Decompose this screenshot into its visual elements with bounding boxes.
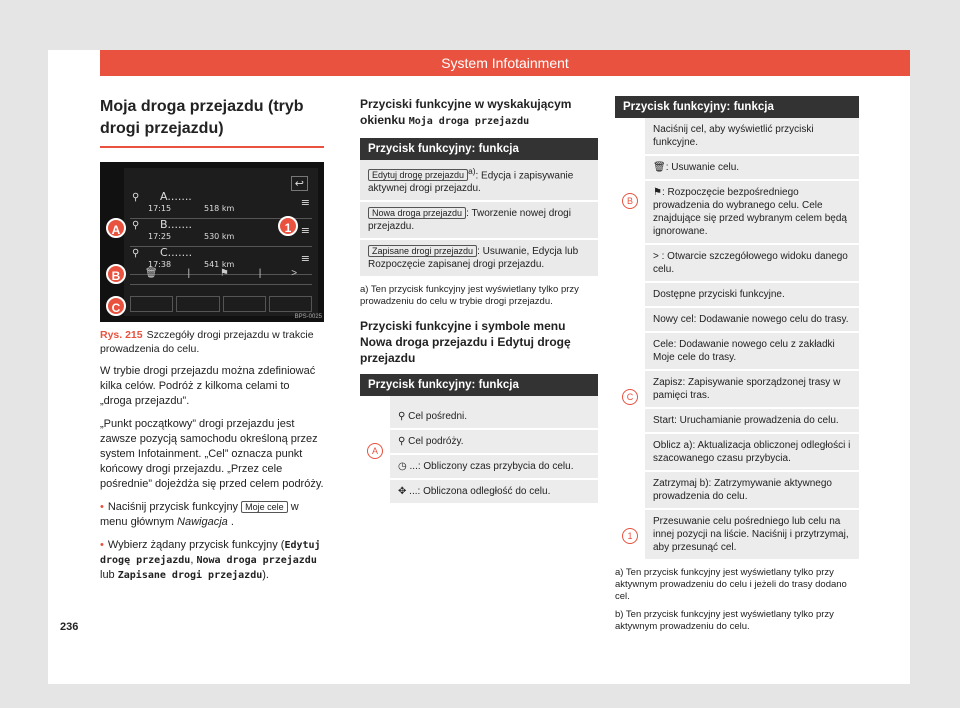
function-table xyxy=(615,118,859,561)
waypoint-marker-icon: ⚲ xyxy=(132,220,140,231)
table-header: Przycisk funkcyjny: funkcja xyxy=(615,96,859,118)
drag-handle-icon: ≡ xyxy=(300,224,310,237)
destination-marker-icon: ⚲ xyxy=(132,248,140,259)
screen-buttons xyxy=(130,296,312,312)
screen-toolbar xyxy=(130,262,312,285)
destination-icon: ⚲ xyxy=(398,436,406,448)
route-stop-name: A....... xyxy=(160,190,192,203)
subsection-heading xyxy=(360,96,598,130)
row-text: ...: Obliczona odległość do celu. xyxy=(409,486,551,498)
row-text: ...: Obliczony czas przybycia do celu. xyxy=(409,461,574,473)
figure-number: Rys. 215 xyxy=(100,329,143,341)
clock-icon: ◷ xyxy=(398,461,407,473)
table-cells xyxy=(645,510,859,561)
step-text: ). xyxy=(262,569,269,581)
back-icon: ↩ xyxy=(291,176,308,191)
table-row xyxy=(390,480,598,505)
page-header: System Infotainment xyxy=(100,50,910,76)
label-c: C xyxy=(622,389,638,405)
screen-button xyxy=(269,296,312,312)
waypoint-marker-icon: ⚲ xyxy=(132,192,140,203)
table-row: Przesuwanie celu pośredniego lub celu na innej pozycji na liście. Naciśnij i przytrzymaj, aby przesunąć cel. xyxy=(645,510,859,561)
route-stop-name: C....... xyxy=(160,246,193,259)
trash-icon: 🗑 xyxy=(653,162,666,173)
flag-icon: ⚑ xyxy=(219,267,229,279)
globe-icon: ✥ xyxy=(398,486,407,498)
row-label xyxy=(360,396,390,505)
screen-button xyxy=(130,296,173,312)
option-code: Zapisane drogi przejazdu xyxy=(117,570,263,581)
table-row: Zatrzymaj b): Zatrzymywanie aktywnego prowadzenia do celu. xyxy=(645,472,859,510)
table-row: Oblicz a): Aktualizacja obliczonej odległości i szacowanego czasu przybycia. xyxy=(645,434,859,472)
table-row: Cele: Dodawanie nowego celu z zakładki Moje cele do trasy. xyxy=(645,333,859,371)
arrival-time: 17:15 xyxy=(148,204,172,213)
table-row: > : Otwarcie szczegółowego widoku danego celu. xyxy=(645,245,859,283)
bullet-step: • Wybierz żądany przycisk funkcyjny (Edytuj drogę przejazdu, Nowa droga przejazdu lub Zapisane drogi przejazdu). xyxy=(100,538,324,583)
table-cells xyxy=(645,118,859,283)
drag-handle-icon: ≡ xyxy=(300,196,310,209)
arrival-time: 17:38 xyxy=(148,260,172,269)
callout-b: B xyxy=(106,264,126,284)
flag-icon: ⚑ xyxy=(653,187,662,198)
paragraph: W trybie drogi przejazdu można zdefiniować kilka celów. Podróż z kilkoma celami to „droga przejazdu”. xyxy=(100,365,316,407)
row-text: : Rozpoczęcie bezpośredniego prowadzenia do wybranego celu. Cele znajdujące się przed wybranym celem będą ignorowane. xyxy=(653,187,847,237)
table-row xyxy=(645,156,859,181)
screen-display xyxy=(124,168,318,316)
paragraph: „Punkt początkowy” drogi przejazdu jest zawsze pozycją samochodu określoną przez system Infotainment. „Cel” oznacza punkt końcowy drogi przejazdu. „Przez cele pośrednie” dojeżdża się przed celem podróży. xyxy=(100,418,324,490)
label-a: A xyxy=(367,443,383,459)
row-text: : Usuwanie, Edycja lub Rozpoczęcie zapisanej drogi przejazdu. xyxy=(368,246,579,271)
table-row: Nowy cel: Dodawanie nowego celu do trasy. xyxy=(645,308,859,333)
distance: 530 km xyxy=(204,232,235,241)
footnote: b) Ten przycisk funkcyjny jest wyświetlany tylko przy aktywnym prowadzeniu do celu. xyxy=(615,609,834,632)
table-header: Przycisk funkcyjny: funkcja xyxy=(360,138,598,160)
row-label xyxy=(615,510,645,561)
option-code: Nowa droga przejazdu xyxy=(196,555,317,566)
table-row xyxy=(645,181,859,245)
button-label: Nowa droga przejazdu xyxy=(368,207,466,219)
chevron-right-icon: > xyxy=(291,267,298,279)
table-header: Przycisk funkcyjny: funkcja xyxy=(360,374,598,396)
distance: 541 km xyxy=(204,260,235,269)
button-label: Edytuj drogę przejazdu xyxy=(368,169,468,181)
page-number: 236 xyxy=(60,621,79,633)
button-label: Zapisane drogi przejazdu xyxy=(368,245,477,257)
row-label xyxy=(615,283,645,510)
right-column xyxy=(615,96,859,633)
bullet-step: • Naciśnij przycisk funkcyjny Moje cele w menu głównym Nawigacja . xyxy=(100,500,324,530)
figure-caption xyxy=(100,328,324,356)
table-cells xyxy=(645,283,859,510)
table-row xyxy=(360,202,598,240)
step-text: w menu głównym xyxy=(100,501,299,528)
infotainment-screen-figure xyxy=(100,162,324,322)
symbol-table xyxy=(360,396,598,505)
row-text: : Tworzenie nowej drogi przejazdu. xyxy=(368,208,571,233)
table-cells xyxy=(390,396,598,505)
table-row xyxy=(390,430,598,455)
row-label xyxy=(615,118,645,283)
row-text: : Usuwanie celu. xyxy=(665,162,740,173)
row-text: Cel podróży. xyxy=(408,436,464,448)
subsection-heading: Przyciski funkcyjne i symbole menu Nowa droga przejazdu i Edytuj drogę przejazdu xyxy=(360,319,571,366)
route-row xyxy=(130,190,312,219)
screen-button xyxy=(176,296,219,312)
table-row xyxy=(390,396,598,430)
waypoint-icon: ⚲ xyxy=(398,411,406,423)
divider: | xyxy=(258,267,262,279)
heading-code: Moja droga przejazdu xyxy=(408,116,530,127)
table-row xyxy=(360,240,598,278)
callout-c: C xyxy=(106,296,126,316)
row-text: Cel pośredni. xyxy=(408,411,468,423)
route-stop-name: B....... xyxy=(160,218,193,231)
screen-button xyxy=(223,296,266,312)
footnote: a) Ten przycisk funkcyjny jest wyświetlany tylko przy prowadzeniu do celu w trybie drogi przejazdu. xyxy=(360,284,579,308)
middle-column xyxy=(360,96,598,505)
callout-1: 1 xyxy=(278,216,298,236)
left-column xyxy=(100,96,324,583)
trash-icon: 🗑 xyxy=(144,267,158,279)
menu-name: Nawigacja xyxy=(177,516,228,528)
divider: | xyxy=(187,267,191,279)
table-row: Start: Uruchamianie prowadzenia do celu. xyxy=(645,409,859,434)
table-row: Naciśnij cel, aby wyświetlić przyciski funkcyjne. xyxy=(645,118,859,156)
callout-a: A xyxy=(106,218,126,238)
drag-handle-icon: ≡ xyxy=(300,252,310,265)
label-b: B xyxy=(622,193,638,209)
footnote-mark: a) xyxy=(468,166,476,176)
option-code: Edytuj drogę przejazdu xyxy=(100,540,321,566)
step-text: Naciśnij przycisk funkcyjny xyxy=(107,501,239,513)
distance: 518 km xyxy=(204,204,235,213)
manual-page xyxy=(48,50,910,684)
heading-text: Przyciski funkcyjne w wyskakującym okienku xyxy=(360,97,572,127)
table-row: Dostępne przyciski funkcyjne. xyxy=(645,283,859,308)
arrival-time: 17:25 xyxy=(148,232,172,241)
step-text: lub xyxy=(100,569,115,581)
label-1: 1 xyxy=(622,528,638,544)
table-row xyxy=(360,160,598,202)
figure-code: BPS-0025 xyxy=(294,314,322,320)
table-row xyxy=(390,455,598,480)
footnote: a) Ten przycisk funkcyjny jest wyświetlany tylko przy aktywnym prowadzeniu do celu i jeżeli do trasy dodano cel. xyxy=(615,567,847,602)
row-text: : Edycja i zapisywanie aktywnej drogi przejazdu. xyxy=(368,170,574,195)
caption-text: Szczegóły drogi przejazdu w trakcie prowadzenia do celu. xyxy=(100,329,314,355)
moje-cele-button-label: Moje cele xyxy=(241,501,288,513)
heading-rule xyxy=(100,146,324,148)
section-heading: Moja droga przejazdu (tryb drogi przejazdu) xyxy=(100,98,304,137)
table-row: Zapisz: Zapisywanie sporządzonej trasy w pamięci tras. xyxy=(645,371,859,409)
step-text: Wybierz żądany przycisk funkcyjny ( xyxy=(107,539,285,551)
